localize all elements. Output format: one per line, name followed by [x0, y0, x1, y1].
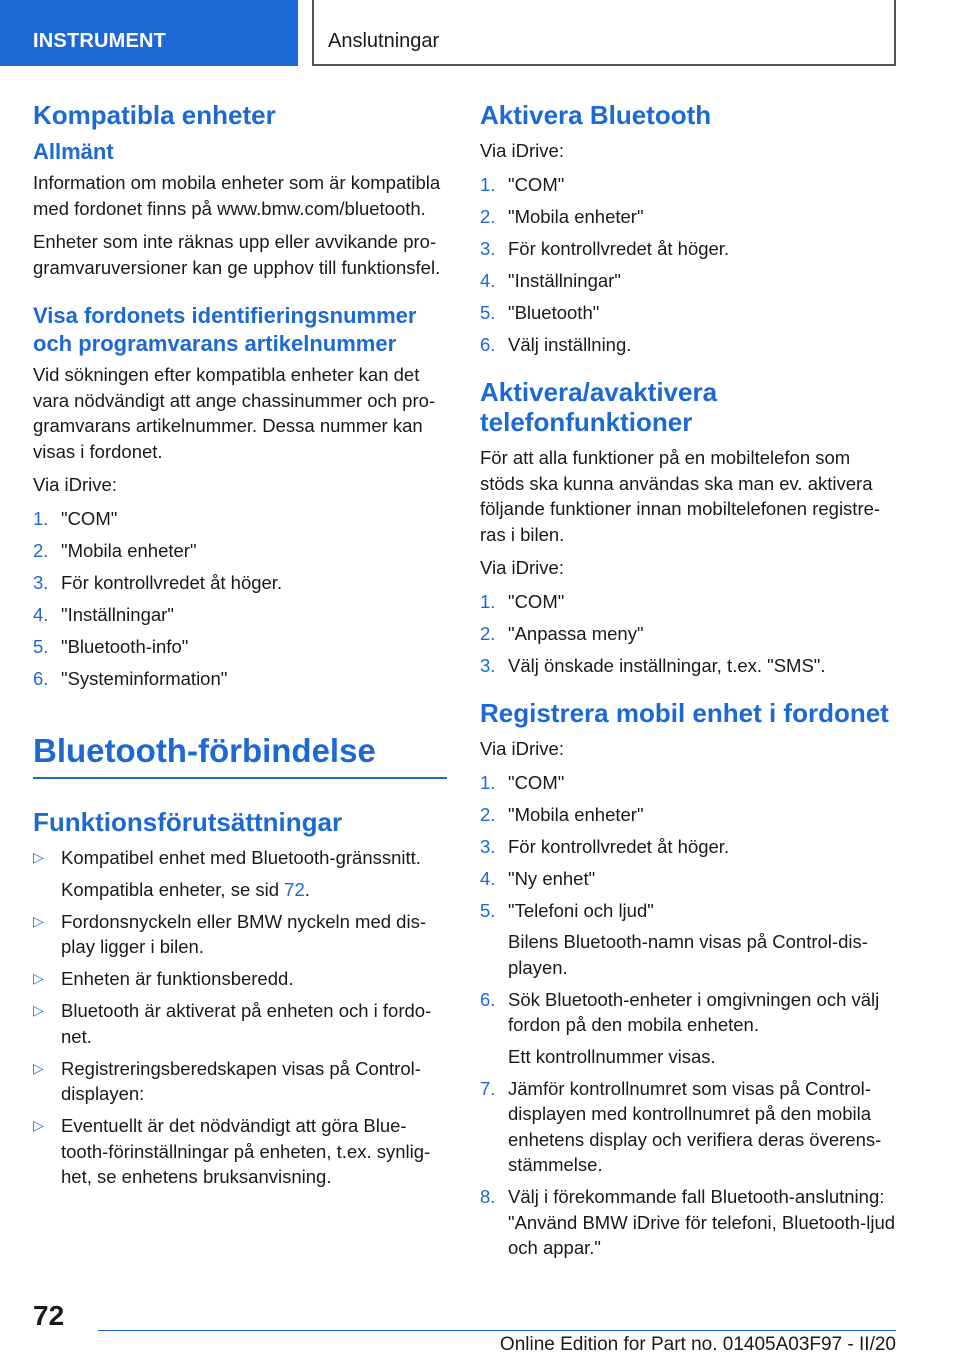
list-item: 6. "Systeminformation" — [33, 667, 228, 689]
via-idrive-label: Via iDrive: — [480, 557, 564, 578]
list-item: 5. "Bluetooth" — [480, 301, 600, 323]
chapter-tab[interactable]: Anslutningar — [312, 0, 896, 66]
heading-activate-bluetooth: Aktivera Bluetooth — [480, 100, 712, 130]
steps-vin-list — [33, 506, 447, 692]
heading-general: Allmänt — [33, 139, 114, 164]
steps-register-list — [480, 770, 898, 1261]
via-idrive-label: Via iDrive: — [480, 738, 564, 759]
paragraph-vin: Vid sökningen efter kompatibla enheter kan det vara nödvändigt att ange chassinummer och programvarans artikelnummer. Dessa nummer kan visas i fordonet. — [33, 364, 436, 462]
page-header — [0, 0, 960, 66]
list-item: 3. För kontrollvredet åt höger. — [33, 571, 283, 593]
list-item: 5. "Bluetooth-info" — [33, 635, 189, 657]
list-item: 5. "Telefoni och ljud" Bilens Bluetooth-namn visas på Control-displayen. — [480, 899, 868, 978]
left-column — [33, 100, 447, 1196]
right-column — [480, 100, 898, 1281]
triangle-bullet-icon: ▷ — [33, 1059, 44, 1076]
list-item: 1. "COM" — [480, 173, 565, 195]
list-item: 2. "Mobila enheter" — [480, 205, 644, 227]
heading-vin: Visa fordonets identifieringsnummer och programvarans artikelnummer — [33, 303, 417, 356]
footer-divider — [98, 1330, 896, 1331]
page-link[interactable]: 72 — [284, 878, 305, 900]
section-tab[interactable]: INSTRUMENT — [0, 0, 298, 66]
list-item: ▷ Fordonsnyckeln eller BMW nyckeln med display ligger i bilen. — [33, 910, 426, 957]
footer-edition: Online Edition for Part no. 01405A03F97 - II/20 — [499, 1334, 896, 1355]
heading-requirements: Funktionsförutsättningar — [33, 807, 343, 837]
heading-divider — [33, 777, 447, 779]
list-item: ▷ Enheten är funktionsberedd. — [33, 966, 447, 992]
heading-phone-functions: Aktivera/avaktivera telefonfunktioner — [480, 377, 718, 437]
list-item: 6. Sök Bluetooth-enheter i omgivningen och välj fordon på den mobila enheten. Ett kontrollnummer visas. — [480, 988, 880, 1067]
list-item: 6. Välj inställning. — [480, 333, 632, 355]
via-idrive-label: Via iDrive: — [480, 140, 564, 161]
triangle-bullet-icon: ▷ — [33, 970, 44, 986]
paragraph-info-1: Information om mobila enheter som är kompatibla med fordonet finns på www.bmw.com/bluetooth. — [33, 172, 441, 219]
heading-bluetooth-connection: Bluetooth-förbindelse — [33, 732, 376, 769]
list-item: 4. "Ny enhet" — [480, 867, 596, 889]
triangle-bullet-icon: ▷ — [33, 1002, 44, 1018]
heading-compatible-devices: Kompatibla enheter — [33, 100, 276, 130]
list-item: ▷ Bluetooth är aktiverat på enheten och i fordonet. — [33, 1000, 432, 1047]
list-item: 2. "Mobila enheter" — [480, 803, 644, 825]
requirements-list — [33, 845, 447, 1190]
list-item: ▷ Eventuellt är det nödvändigt att göra Bluetooth-förinställningar på enheten, t.ex. synlighet, se enhetens bruksanvisning. — [33, 1115, 431, 1187]
list-item: 7. Jämför kontrollnumret som visas på Control-displayen med kontrollnumret på den mobila enhetens display och verifiera deras överensstämmelse. — [480, 1077, 882, 1175]
list-item: 8. Välj i förekommande fall Bluetooth-anslutning: "Använd BMW iDrive för telefoni, Bluetooth-ljud och appar." — [480, 1186, 896, 1258]
list-item: 4. "Inställningar" — [33, 603, 174, 625]
list-item: 2. "Anpassa meny" — [480, 622, 644, 644]
list-item: 4. "Inställningar" — [480, 269, 621, 291]
list-item: 1. "COM" — [480, 771, 565, 793]
steps-phone-list — [480, 589, 898, 679]
list-item: 3. Välj önskade inställningar, t.ex. "SMS". — [480, 654, 826, 676]
list-item: 1. "COM" — [33, 507, 118, 529]
heading-register-device: Registrera mobil enhet i fordonet — [480, 698, 889, 728]
triangle-bullet-icon: ▷ — [33, 849, 44, 865]
paragraph-phone: För att alla funktioner på en mobiltelefon som stöds ska kunna användas ska man ev. aktivera följande funktioner innan mobiltelefonen registreras i bilen. — [480, 447, 881, 545]
triangle-bullet-icon: ▷ — [33, 912, 44, 929]
list-item: 3. För kontrollvredet åt höger. — [480, 237, 730, 259]
list-item: 1. "COM" — [480, 590, 565, 612]
page-number: 72 — [33, 1300, 65, 1331]
list-item: ▷ Kompatibel enhet med Bluetooth-gränssnitt. Kompatibla enheter, se sid 72. — [33, 847, 421, 900]
steps-activate-list — [480, 172, 898, 358]
list-item: 3. För kontrollvredet åt höger. — [480, 835, 730, 857]
list-item: ▷ Registreringsberedskapen visas på Control-displayen: — [33, 1057, 421, 1104]
via-idrive-label: Via iDrive: — [33, 474, 117, 495]
list-item: 2. "Mobila enheter" — [33, 539, 197, 561]
paragraph-info-2: Enheter som inte räknas upp eller avvikande programvaruversioner kan ge upphov till funktionsfel. — [33, 231, 441, 278]
triangle-bullet-icon: ▷ — [33, 1117, 44, 1133]
